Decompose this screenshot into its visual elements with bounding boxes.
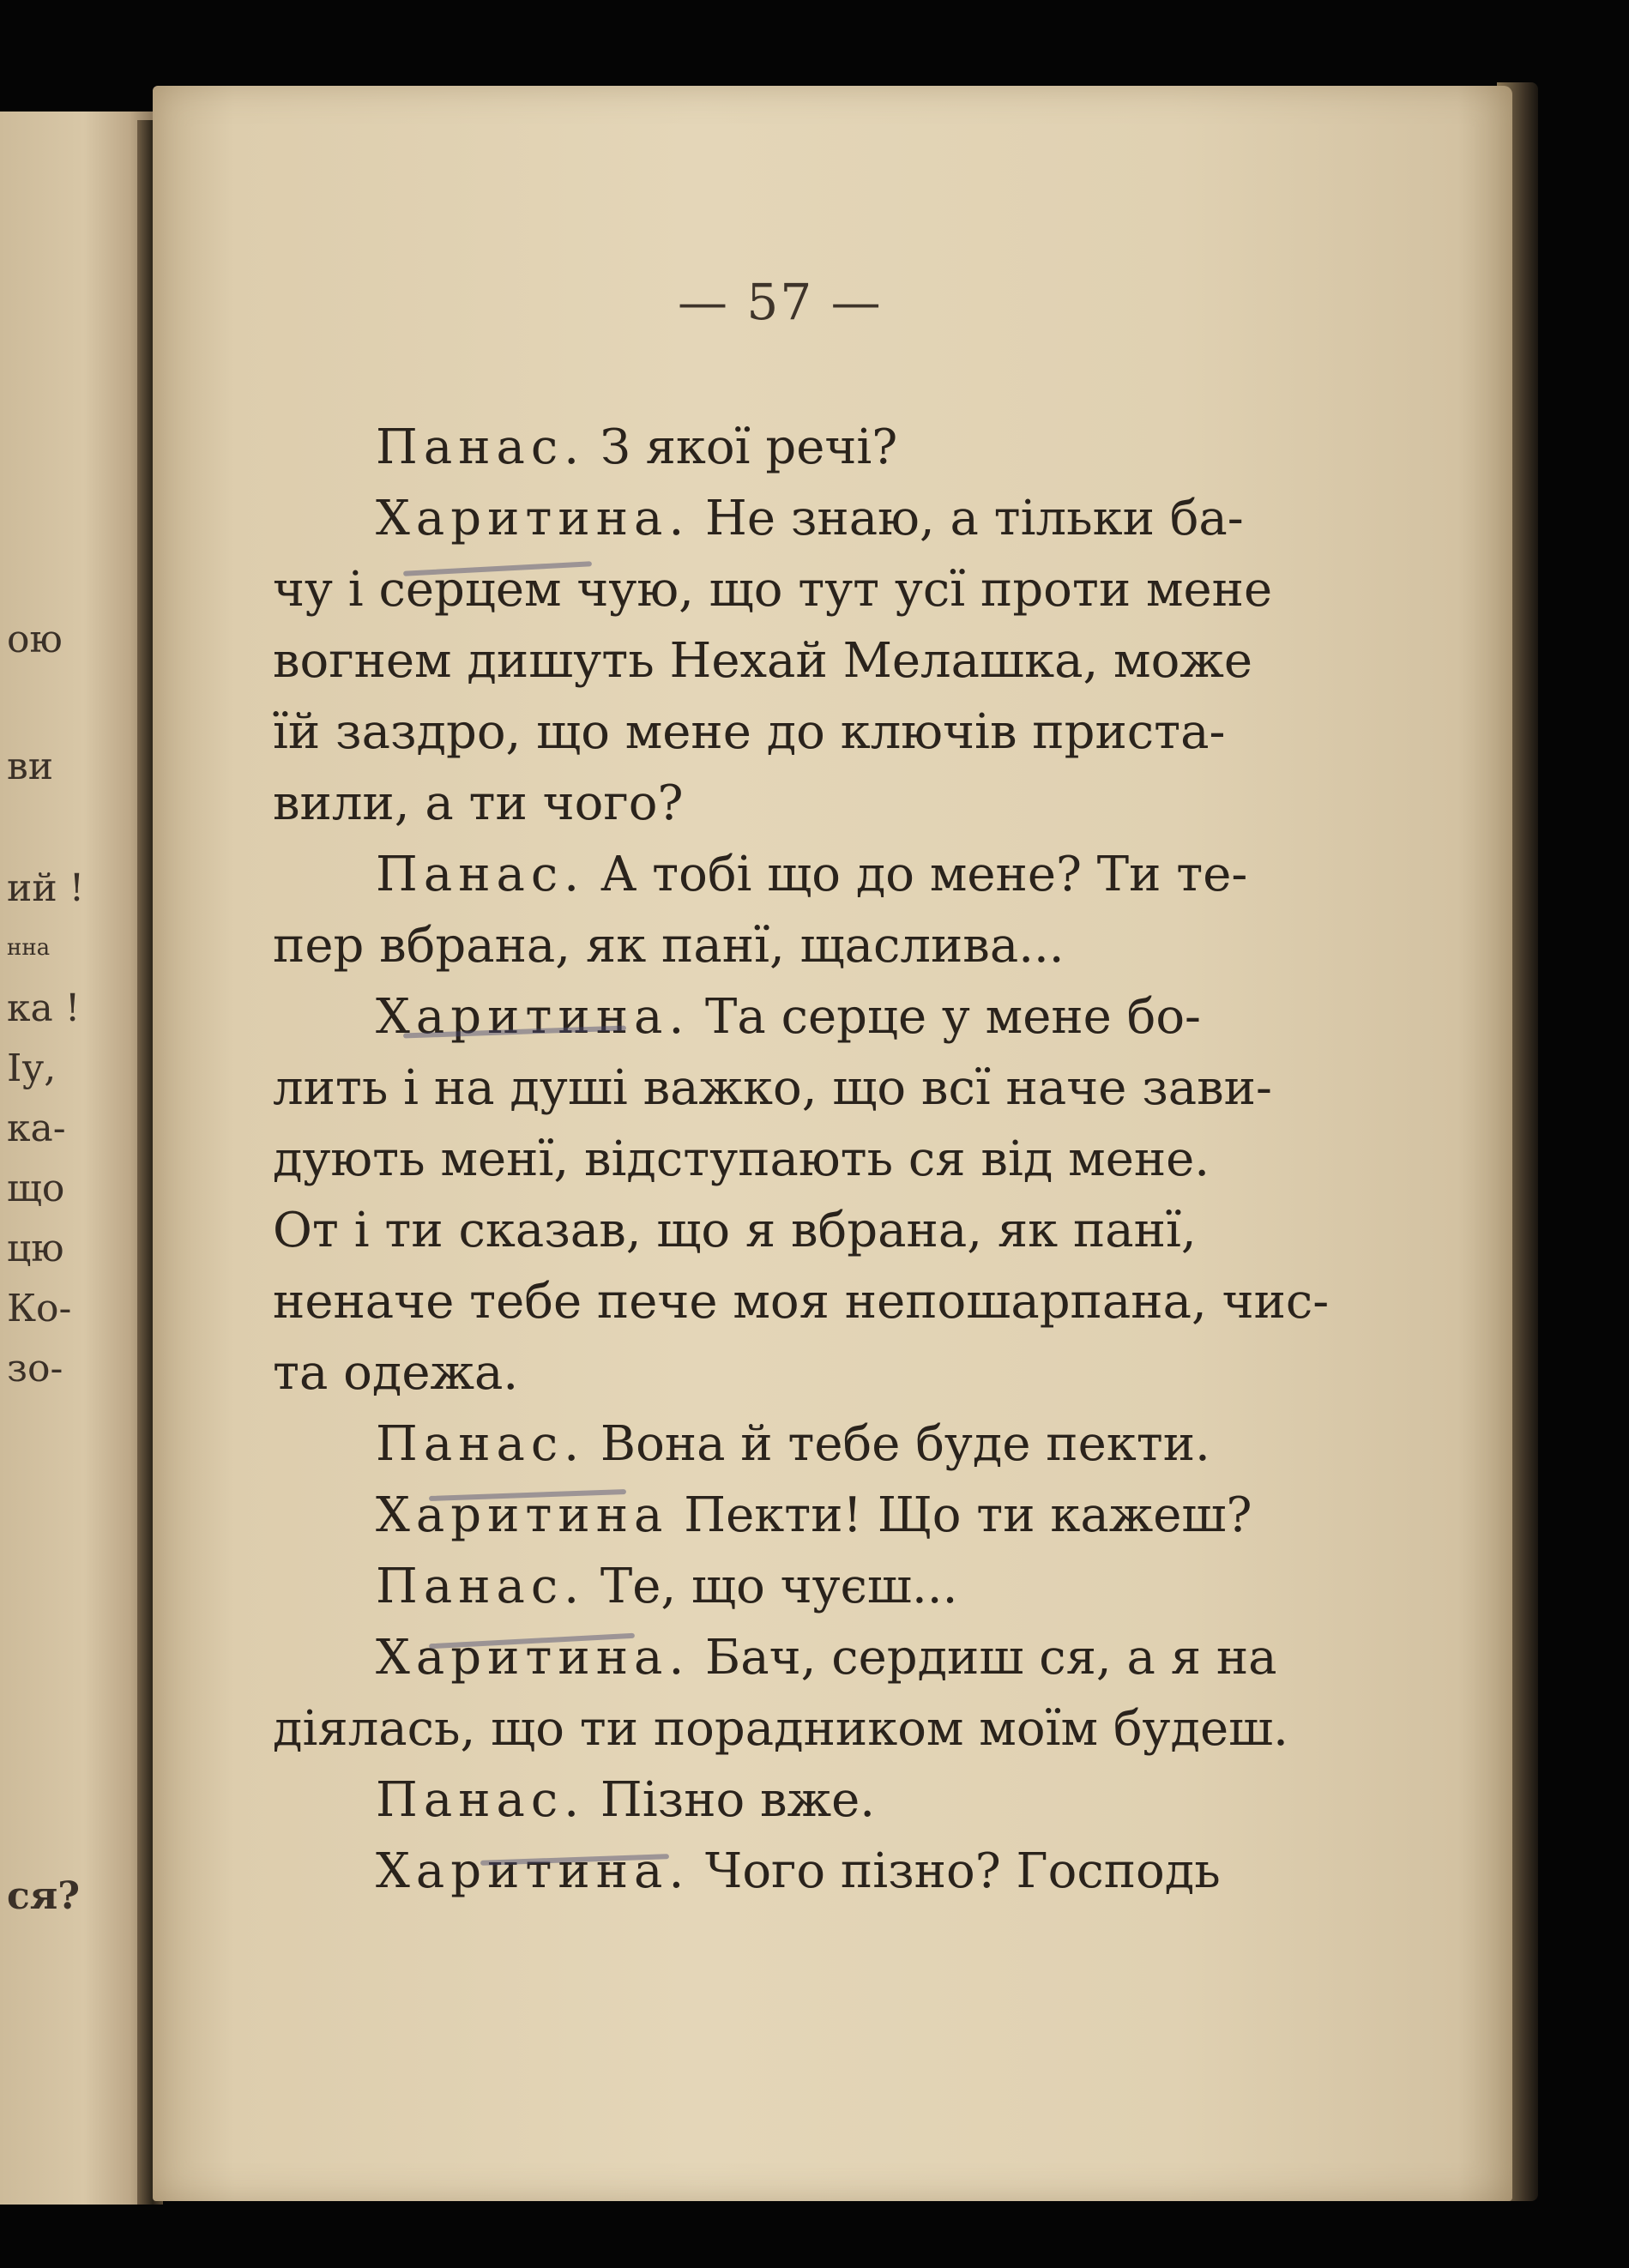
line-text: З якої речі? <box>585 419 898 475</box>
line-text: діялась, що ти порадником моїм будеш. <box>273 1701 1288 1757</box>
speaker-name: Панас. <box>376 1416 586 1472</box>
left-fragment: нна <box>7 935 51 961</box>
line-text: Те, що чуєш... <box>585 1559 958 1614</box>
page-number: — 57 — <box>678 273 883 331</box>
text-line <box>273 1053 1414 1124</box>
text-line <box>273 1266 1414 1337</box>
speaker-name: Харитина. <box>376 1630 691 1686</box>
speaker-name: Панас. <box>376 419 586 475</box>
line-text: пер вбрана, як панї, щаслива... <box>273 918 1065 974</box>
left-fragment: ся? <box>7 1874 81 1918</box>
line-text: їй заздро, що мене до ключів приста- <box>273 704 1226 760</box>
facing-page-left <box>0 112 153 2205</box>
left-fragment: цю <box>7 1227 64 1270</box>
line-text: неначе тебе пече моя непошарпана, чис- <box>273 1274 1330 1330</box>
text-line <box>273 1764 1414 1836</box>
line-text: лить і на душі важко, що всї наче зави- <box>273 1060 1272 1116</box>
line-text: Пекти! Що ти кажеш? <box>668 1487 1252 1543</box>
line-text: чу і серцем чую, що тут усї проти мене <box>273 562 1273 618</box>
text-line <box>273 981 1414 1053</box>
line-text: Пізно вже. <box>585 1772 876 1828</box>
line-text: Бач, сердиш ся, а я на <box>690 1630 1277 1686</box>
text-line <box>273 1337 1414 1408</box>
left-fragment: зо- <box>7 1347 63 1390</box>
left-fragment: ий ! <box>7 866 85 910</box>
text-line <box>273 412 1414 483</box>
text-line <box>273 1622 1414 1693</box>
line-text: Не знаю, а тільки ба- <box>690 491 1244 546</box>
line-text: вогнем дишуть Нехай Мелашка, може <box>273 633 1252 689</box>
text-line <box>273 1124 1414 1195</box>
text-line <box>273 1480 1414 1551</box>
left-fragment: ка ! <box>7 986 81 1030</box>
text-line <box>273 697 1414 768</box>
left-fragment: Ко- <box>7 1287 72 1330</box>
text-line <box>273 768 1414 839</box>
line-text: Вона й тебе буде пекти. <box>585 1416 1210 1472</box>
text-line <box>273 1551 1414 1622</box>
text-line <box>273 910 1414 981</box>
text-line <box>273 483 1414 554</box>
speaker-name: Харитина. <box>376 1843 691 1899</box>
line-text: та одежа. <box>273 1345 519 1401</box>
line-text: Та серце у мене бо- <box>690 989 1201 1045</box>
left-fragment: ою <box>7 618 63 661</box>
left-fragment: ка- <box>7 1107 66 1150</box>
left-fragment: Iу, <box>7 1047 57 1090</box>
text-line <box>273 1408 1414 1480</box>
text-line <box>273 839 1414 910</box>
left-fragment: що <box>7 1167 65 1210</box>
page-text <box>273 412 1414 1907</box>
speaker-name: Харитина <box>376 1487 669 1543</box>
line-text: А тобі що до мене? Ти те- <box>585 847 1248 902</box>
line-text: дують менї, відступають ся від мене. <box>273 1131 1210 1187</box>
line-text: От і ти сказав, що я вбрана, як панї, <box>273 1203 1197 1258</box>
line-text: Чого пізно? Господь <box>690 1843 1221 1899</box>
line-text: вили, а ти чого? <box>273 775 684 831</box>
speaker-name: Харитина. <box>376 989 691 1045</box>
left-fragment: ви <box>7 745 54 788</box>
speaker-name: Панас. <box>376 1772 586 1828</box>
text-line <box>273 1693 1414 1764</box>
text-line <box>273 554 1414 625</box>
speaker-name: Панас. <box>376 847 586 902</box>
speaker-name: Харитина. <box>376 491 691 546</box>
text-line <box>273 1836 1414 1907</box>
text-line <box>273 1195 1414 1266</box>
text-line <box>273 625 1414 697</box>
speaker-name: Панас. <box>376 1559 586 1614</box>
